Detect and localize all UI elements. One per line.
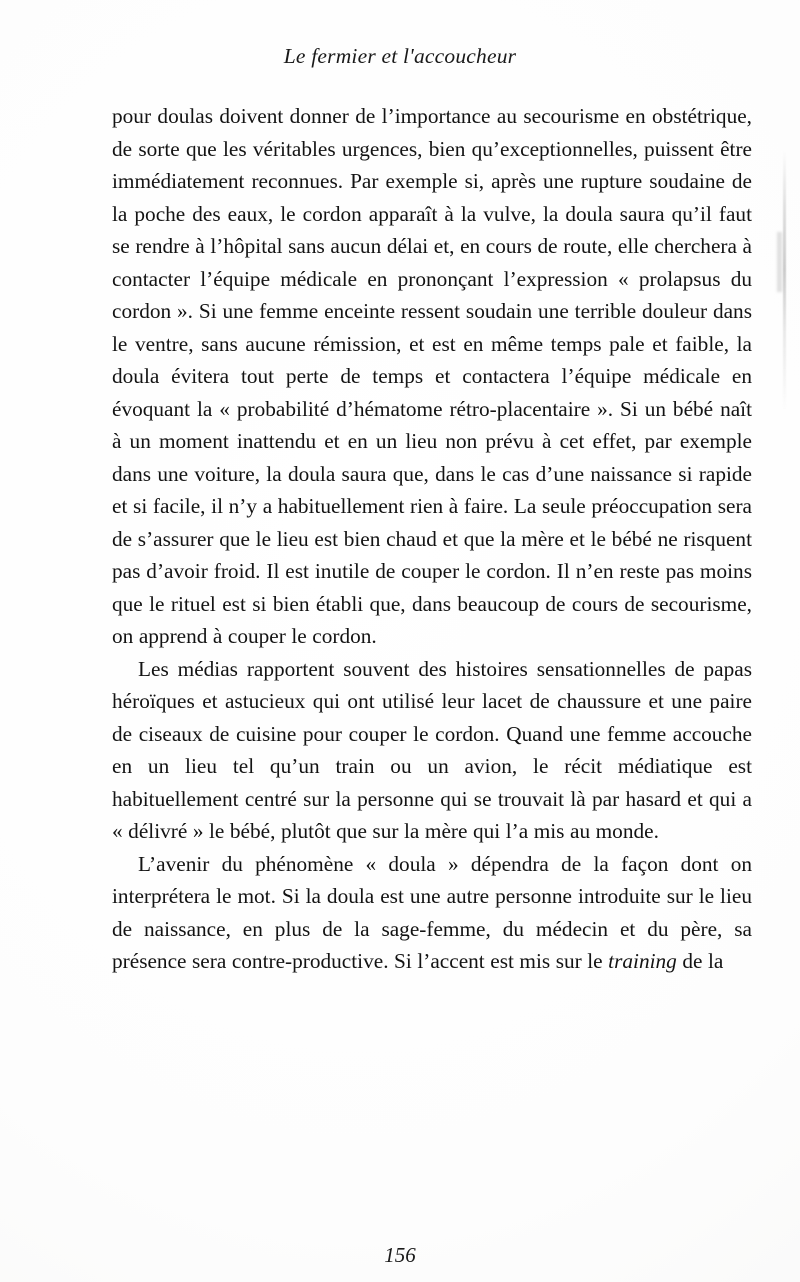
paragraph-3-italic-term: training (608, 949, 677, 973)
body-text-block (112, 100, 752, 978)
scan-artifact-blot (777, 232, 782, 292)
paragraph-3-text-after-italic: de la (676, 949, 724, 973)
paragraph-2: Les médias rapportent souvent des histoires sensationnelles de papas héroïques et astucieux qui ont utilisé leur lacet de chaussure et une paire de ciseaux de cuisine pour couper le cordon. Quand une femme accouche en un lieu tel qu’un train ou un avion, le récit médiatique est habituellement centré sur la personne qui se trouvait là par hasard et qui a « délivré » le bébé, plutôt que sur la mère qui l’a mis au monde. (112, 656, 752, 843)
paragraph-3-text-before-italic: L’avenir du phénomène « doula » dépendra de la façon dont on interprétera le mot. Si la doula est une autre personne introduite sur le lieu de naissance, en plus de la sage-femme, du médecin et du père, sa présence sera contre-productive. Si l’accent est mis sur le (112, 851, 752, 973)
page-number: 156 (384, 1243, 416, 1267)
paragraph-3 (112, 848, 752, 978)
paragraph-1: pour doulas doivent donner de l’importance au secourisme en obstétrique, de sorte que les véritables urgences, bien qu’exceptionnelles, puissent être immédiatement reconnues. Par exemple si, après une rupture soudaine de la poche des eaux, le cordon apparaît à la vulve, la doula saura qu’il faut se rendre à l’hôpital sans aucun délai et, en cours de route, elle cherchera à contacter l’équipe médicale en prononçant l’expression « prolapsus du cordon ». Si une femme enceinte ressent soudain une terrible douleur dans le ventre, sans aucune rémission, et est en même temps pale et faible, la doula évitera tout perte de temps et contactera l’équipe médicale en évoquant la « probabilité d’hématome rétro-placentaire ». Si un bébé naît à un moment inattendu et en un lieu non prévu à cet effet, par exemple dans une voiture, la doula saura que, dans le cas d’une naissance si rapide et si facile, il n’y a habituellement rien à faire. La seule préoccupation sera de s’assurer que le lieu est bien chaud et que la mère et le bébé ne risquent pas d’avoir froid. Il est inutile de couper le cordon. Il n’en reste pas moins que le rituel est si bien établi que, dans beaucoup de cours de secourisme, on apprend à couper le cordon. (112, 104, 752, 648)
running-head: Le fermier et l'accoucheur (283, 44, 517, 68)
scan-artifact-streak (783, 150, 786, 410)
